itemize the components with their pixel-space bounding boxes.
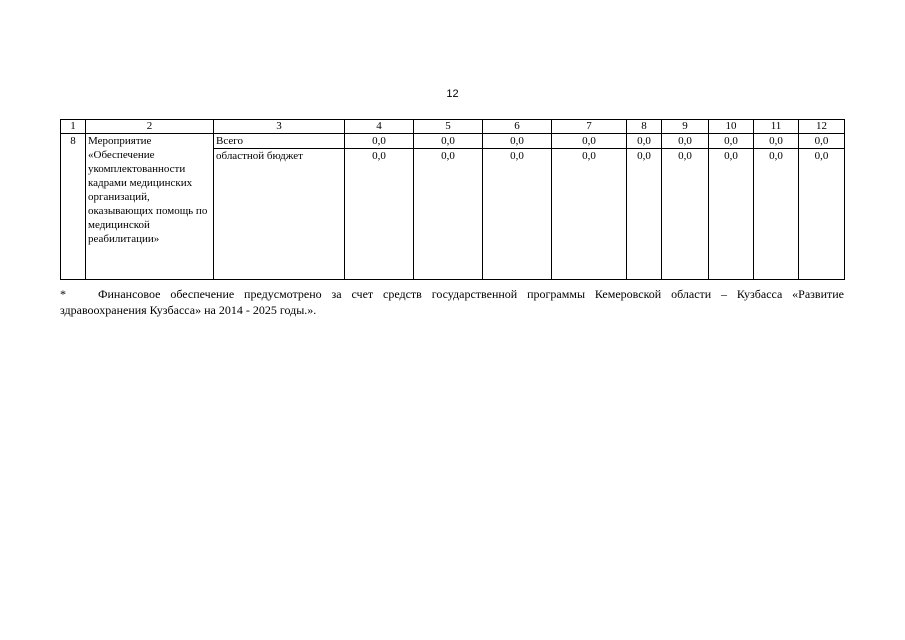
table-cell: 0,0	[709, 149, 754, 280]
table-cell: 0,0	[662, 149, 709, 280]
column-header: 2	[86, 120, 214, 134]
table-cell: 0,0	[799, 149, 845, 280]
table-cell: 0,0	[754, 134, 799, 149]
column-header: 4	[345, 120, 414, 134]
table-cell: 0,0	[754, 149, 799, 280]
table-cell: 0,0	[552, 149, 627, 280]
table-cell: 0,0	[414, 134, 483, 149]
table-cell: 0,0	[662, 134, 709, 149]
column-header: 10	[709, 120, 754, 134]
table-header-row	[61, 120, 845, 134]
table-cell: 0,0	[483, 149, 552, 280]
column-header: 12	[799, 120, 845, 134]
table-cell: 0,0	[483, 134, 552, 149]
column-header: 7	[552, 120, 627, 134]
footnote-text: Финансовое обеспечение предусмотрено за счет средств государственной программы Кемеровской области – Кузбасса «Развитие здравоохранения Кузбасса» на 2014 - 2025 годы.».	[60, 287, 844, 317]
row-number: 8	[61, 134, 86, 280]
column-header: 9	[662, 120, 709, 134]
column-header: 1	[61, 120, 86, 134]
page-number: 12	[446, 88, 459, 100]
table-cell: 0,0	[627, 149, 662, 280]
column-header: 3	[214, 120, 345, 134]
table-cell: 0,0	[345, 149, 414, 280]
finance-table	[60, 119, 845, 280]
table-cell: 0,0	[709, 134, 754, 149]
table-cell: 0,0	[799, 134, 845, 149]
table-cell: 0,0	[627, 134, 662, 149]
funding-source: областной бюджет	[214, 149, 345, 280]
table-cell: 0,0	[414, 149, 483, 280]
column-header: 6	[483, 120, 552, 134]
funding-source: Всего	[214, 134, 345, 149]
footnote-marker: *	[60, 287, 66, 301]
footnote	[60, 286, 844, 318]
table-row	[61, 134, 845, 149]
column-header: 5	[414, 120, 483, 134]
column-header: 11	[754, 120, 799, 134]
table-cell: 0,0	[552, 134, 627, 149]
table-cell: 0,0	[345, 134, 414, 149]
activity-name: Мероприятие «Обеспечение укомплектованности кадрами медицинских организаций, оказывающих помощь по медицинской реабилитации»	[86, 134, 214, 280]
column-header: 8	[627, 120, 662, 134]
